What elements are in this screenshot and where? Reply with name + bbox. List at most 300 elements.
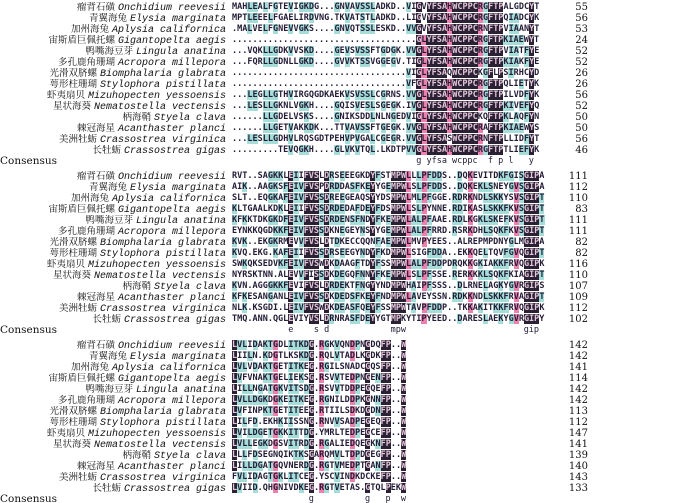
residue-run: R: [329, 314, 335, 324]
residue-run: AS: [472, 204, 483, 214]
residue-run: H: [447, 112, 453, 122]
residue-run: IV: [293, 193, 304, 203]
sequence: [232, 395, 548, 406]
residue-run: L: [406, 270, 412, 280]
residue-run: F: [523, 112, 530, 122]
end-position: 111: [568, 226, 588, 237]
residue-run: L: [370, 134, 376, 144]
species-name-latin: Gigantopelta aegis: [117, 205, 226, 215]
residue-run: LSKKF: [483, 204, 509, 214]
residue-run: Y: [529, 112, 535, 122]
residue-run: WCPPC: [452, 145, 478, 155]
residue-run: AG: [257, 472, 268, 482]
residue-run: G: [365, 417, 371, 427]
residue-run: E: [365, 314, 371, 324]
residue-run: YND: [375, 281, 391, 291]
residue-run: K: [278, 417, 284, 427]
residue-run: DS: [380, 204, 391, 214]
sequence: [232, 248, 548, 259]
residue-run: T: [539, 248, 545, 258]
species-name: [0, 314, 232, 325]
residue-run: S..: [441, 171, 458, 181]
residue-run: Y: [370, 171, 376, 181]
species-name-cn: 鸭嘴海豆芽: [85, 384, 136, 395]
residue-run: D: [267, 351, 273, 361]
residue-run: L: [462, 215, 468, 225]
alignment-row: [0, 171, 700, 182]
residue-run: T: [267, 472, 273, 482]
species-name-latin: Onchidium reevesii: [117, 172, 226, 182]
residue-run: VV: [406, 145, 417, 155]
residue-run: L: [247, 24, 253, 34]
residue-run: G: [390, 112, 396, 122]
residue-run: D: [324, 259, 330, 269]
residue-run: WCPPC: [452, 24, 478, 34]
residue-run: DK: [278, 46, 289, 56]
residue-run: SF: [349, 182, 361, 192]
residue-run: E: [303, 483, 309, 493]
residue-run: D: [324, 237, 330, 247]
residue-run: L: [370, 112, 376, 122]
sequence: [232, 406, 548, 417]
residue-run: G: [508, 281, 514, 291]
residue-run: DK: [370, 351, 381, 361]
residue-run: KI: [503, 101, 514, 111]
residue-run: WCPPC: [452, 35, 478, 45]
residue-run: F: [426, 281, 432, 291]
residue-run: V: [513, 303, 519, 313]
residue-run: S: [518, 193, 524, 203]
species-name-latin: Nematostella vectensis: [93, 271, 226, 281]
species-name: [0, 237, 232, 248]
residue-run: NIKSDD: [339, 112, 371, 122]
residue-run: L: [232, 406, 238, 416]
residue-run: SV: [278, 439, 289, 449]
residue-run: G: [308, 373, 314, 383]
residue-run: MPW: [390, 226, 407, 236]
residue-run: A: [349, 123, 355, 133]
residue-run: V: [334, 461, 340, 471]
residue-run: S: [349, 90, 355, 100]
residue-run: I: [298, 171, 304, 181]
residue-run: A: [257, 2, 263, 12]
species-name-cn: 瘤背石磺: [76, 340, 118, 351]
residue-run: L: [482, 281, 489, 291]
residue-run: K: [508, 226, 514, 236]
residue-run: F: [426, 215, 432, 225]
residue-run: G: [334, 57, 340, 67]
residue-run: FTP: [488, 90, 504, 100]
residue-run: GIP: [524, 226, 540, 236]
residue-run: G: [508, 314, 514, 324]
sequence: [232, 24, 548, 35]
residue-run: E: [303, 395, 309, 405]
residue-run: Y: [370, 281, 376, 291]
residue-run: FTP: [488, 101, 504, 111]
residue-run: Y: [529, 101, 535, 111]
residue-run: EF: [518, 101, 530, 111]
residue-run: ME: [339, 461, 350, 471]
residue-run: KKF: [493, 303, 509, 313]
residue-run: V: [354, 134, 361, 144]
residue-run: G: [308, 461, 314, 471]
residue-run: RD: [329, 182, 340, 192]
residue-run: W: [401, 450, 407, 460]
residue-run: S: [319, 193, 325, 203]
residue-run: F: [267, 24, 273, 34]
residue-run: Y: [370, 270, 376, 280]
residue-run: L: [232, 340, 238, 350]
residue-run: E: [518, 79, 524, 89]
residue-run: K: [467, 248, 473, 258]
residue-run: QKSEDV: [247, 259, 279, 269]
residue-run: G: [416, 13, 422, 23]
residue-run: G: [308, 395, 314, 405]
end-position: 141: [568, 439, 588, 450]
residue-run: KNLV: [278, 101, 299, 111]
residue-run: QK: [457, 259, 468, 269]
residue-run: YFSA: [426, 101, 448, 111]
residue-run: VLL: [237, 439, 253, 449]
residue-run: SF: [349, 292, 361, 302]
residue-run: ..: [390, 340, 402, 350]
residue-run: V: [344, 13, 350, 23]
residue-run: R: [477, 35, 483, 45]
residue-run: F: [523, 57, 530, 67]
residue-run: I: [237, 384, 243, 394]
residue-run: V: [513, 182, 519, 192]
residue-run: YFSA: [426, 35, 447, 45]
residue-run: Y: [529, 24, 535, 34]
residue-run: T: [360, 461, 366, 471]
residue-run: D: [365, 248, 371, 258]
residue-run: A: [257, 362, 263, 372]
end-position: 114: [568, 373, 588, 384]
residue-run: KKF: [493, 259, 509, 269]
species-name: [0, 123, 232, 134]
residue-run: N: [482, 24, 489, 34]
residue-run: D: [349, 373, 355, 383]
alignment-row: [0, 428, 700, 439]
residue-run: D: [324, 314, 330, 324]
species-name-cn: 棘冠海星: [76, 123, 118, 134]
alignment-row: [0, 226, 700, 237]
residue-run: EL: [278, 373, 289, 383]
residue-run: F: [523, 46, 530, 56]
residue-run: F: [523, 90, 530, 100]
residue-run: G...: [313, 2, 335, 12]
residue-run: V: [288, 2, 294, 12]
residue-run: R: [319, 439, 325, 449]
species-name-cn: 加州海兔: [70, 24, 112, 35]
residue-run: G: [272, 373, 279, 383]
residue-run: R: [508, 259, 514, 269]
residue-run: K.: [395, 123, 407, 133]
residue-run: FP: [380, 373, 391, 383]
residue-run: FTP: [488, 24, 504, 34]
species-name-cn: 虾夷扇贝: [46, 428, 88, 439]
residue-run: K: [329, 270, 335, 280]
residue-run: FDD: [426, 182, 443, 192]
residue-run: RDE: [329, 281, 345, 291]
residue-run: R: [477, 24, 483, 34]
residue-run: D: [324, 270, 330, 280]
residue-run: V: [283, 384, 289, 394]
species-name-latin: Crassostrea gigas: [123, 484, 226, 494]
residue-run: I: [462, 204, 468, 214]
residue-run: VL: [237, 362, 248, 372]
sequence: [232, 123, 548, 134]
residue-run: I: [242, 428, 248, 438]
residue-run: K: [503, 112, 509, 122]
residue-run: P..TK: [442, 303, 468, 313]
residue-run: .: [313, 483, 320, 493]
residue-run: L: [416, 182, 422, 192]
residue-run: K: [278, 395, 284, 405]
residue-run: T: [267, 461, 273, 471]
residue-run: ..: [390, 373, 402, 383]
residue-run: F: [283, 248, 289, 258]
residue-run: G: [334, 101, 340, 111]
residue-run: KLS: [477, 270, 494, 280]
residue-run: K: [242, 237, 248, 247]
residue-run: S: [518, 171, 524, 181]
consensus-label: Consensus: [0, 494, 58, 503]
residue-run: DE: [334, 303, 345, 313]
residue-run: G: [482, 101, 489, 111]
residue-run: LLG: [262, 123, 279, 133]
residue-run: RD: [452, 204, 463, 214]
residue-run: VS: [308, 314, 320, 324]
end-position: 55: [575, 2, 588, 13]
residue-run: C: [375, 134, 381, 144]
species-name-latin: Acanthaster planci: [117, 293, 226, 303]
residue-run: N: [252, 384, 258, 394]
residue-run: G: [257, 384, 263, 394]
sequence: [232, 182, 548, 193]
residue-run: Y: [529, 123, 535, 133]
residue-run: .: [313, 362, 320, 372]
residue-run: I: [288, 417, 294, 427]
residue-run: G: [273, 340, 279, 350]
residue-run: QS: [370, 362, 381, 372]
residue-run: F: [375, 237, 381, 247]
residue-run: NL: [232, 303, 243, 313]
residue-run: G: [273, 472, 279, 482]
residue-run: R: [477, 13, 483, 23]
alignment-row: [0, 182, 700, 193]
species-name: [0, 204, 232, 215]
species-name-latin: Acanthaster planci: [117, 462, 226, 472]
residue-run: K: [467, 171, 473, 181]
residue-run: WCPPC: [452, 79, 478, 89]
residue-run: E: [360, 417, 366, 427]
residue-run: FP: [380, 428, 391, 438]
residue-run: IV: [293, 182, 304, 192]
residue-run: K: [242, 303, 248, 313]
residue-run: LLID: [503, 134, 524, 144]
residue-run: G: [308, 351, 314, 361]
residue-run: E: [360, 384, 366, 394]
residue-run: AAE.: [431, 215, 453, 225]
residue-run: ..: [390, 439, 402, 449]
residue-run: D: [365, 215, 371, 225]
residue-run: YNNE.: [426, 204, 453, 214]
residue-run: QVNER: [278, 461, 304, 471]
alignment-row: [0, 439, 700, 450]
residue-run: L: [508, 112, 514, 122]
residue-run: MPW: [390, 171, 407, 181]
residue-run: W: [401, 373, 407, 383]
residue-run: .LKDTP: [375, 145, 407, 155]
residue-run: W: [401, 428, 407, 438]
residue-run: GIP: [523, 237, 540, 247]
residue-run: R: [462, 193, 468, 203]
end-position: 111: [568, 215, 588, 226]
residue-run: T: [539, 270, 545, 280]
species-name-cn: 柄海鞘: [122, 450, 154, 461]
sequence: [232, 351, 548, 362]
residue-run: H....: [308, 145, 335, 155]
residue-run: W: [401, 340, 407, 350]
residue-run: K: [498, 314, 504, 324]
residue-run: V: [334, 373, 340, 383]
species-name: [0, 281, 232, 292]
residue-run: G: [416, 79, 422, 89]
sequence: [232, 46, 548, 57]
residue-run: R: [477, 57, 483, 67]
residue-run: R.: [395, 134, 407, 144]
residue-run: V: [293, 237, 299, 247]
residue-run: G: [365, 362, 371, 372]
residue-run: L: [232, 395, 238, 405]
residue-run: FVS: [303, 171, 320, 181]
residue-run: FVS: [303, 237, 320, 247]
residue-run: Q: [518, 303, 524, 313]
residue-run: V: [344, 123, 350, 133]
end-position: 53: [575, 24, 588, 35]
residue-run: F: [375, 292, 381, 302]
species-name-latin: Biomphalaria glabrata: [99, 238, 226, 248]
sequence: [232, 281, 548, 292]
end-position: 56: [575, 13, 588, 24]
residue-run: E: [365, 182, 371, 192]
residue-run: S: [278, 182, 284, 192]
residue-run: V: [288, 145, 294, 155]
residue-run: K: [283, 428, 289, 438]
species-name: [0, 248, 232, 259]
residue-run: GK: [298, 101, 309, 111]
residue-run: ST: [380, 171, 391, 181]
residue-run: E: [385, 215, 391, 225]
residue-run: LLG: [262, 46, 279, 56]
residue-run: PD: [442, 259, 453, 269]
residue-run: MP: [390, 314, 401, 324]
residue-run: L: [421, 145, 427, 155]
residue-run: W: [401, 384, 407, 394]
species-name-latin: Styela clava: [153, 282, 226, 292]
residue-run: YFSA: [426, 90, 448, 100]
residue-run: GIP: [523, 314, 540, 324]
residue-run: GIP: [523, 248, 540, 258]
species-name: [0, 46, 232, 57]
residue-run: EE: [257, 13, 268, 23]
residue-run: LE: [247, 101, 258, 111]
residue-run: G: [324, 395, 330, 405]
residue-run: W: [401, 362, 407, 372]
residue-run: IA: [508, 24, 519, 34]
end-position: 141: [568, 362, 588, 373]
residue-run: IA: [483, 259, 494, 269]
residue-run: K: [508, 204, 514, 214]
residue-run: V: [513, 292, 519, 302]
residue-run: DA: [344, 204, 355, 214]
residue-run: K: [477, 68, 483, 78]
species-name-cn: 长牡蛎: [92, 145, 124, 156]
residue-run: SF: [349, 303, 361, 313]
residue-run: .........TE: [232, 145, 289, 155]
residue-run: E: [498, 215, 504, 225]
residue-run: IT: [288, 428, 299, 438]
residue-run: W: [401, 351, 407, 361]
residue-run: YFSA: [426, 79, 447, 89]
residue-run: V: [406, 79, 412, 89]
species-name-cn: 鸭嘴海豆芽: [85, 215, 136, 226]
species-name-cn: 美洲牡蛎: [58, 134, 100, 145]
residue-run: A: [539, 237, 545, 247]
residue-run: V: [237, 428, 243, 438]
species-name: [0, 68, 232, 79]
sequence: [232, 134, 548, 145]
residue-run: D: [252, 340, 258, 350]
residue-run: MPW: [390, 248, 407, 258]
residue-run: F: [354, 259, 361, 269]
residue-run: A: [262, 384, 268, 394]
residue-run: FVS: [303, 226, 320, 236]
residue-run: ITKD: [288, 340, 309, 350]
residue-run: S: [319, 215, 325, 225]
residue-run: IN: [339, 472, 350, 482]
residue-run: DE: [334, 292, 345, 302]
residue-run: E: [283, 395, 289, 405]
end-position: 56: [575, 90, 588, 101]
species-name: [0, 406, 232, 417]
residue-run: ADKD..: [375, 2, 407, 12]
residue-run: D: [349, 351, 355, 361]
residue-run: E: [385, 134, 391, 144]
residue-run: L: [247, 351, 253, 361]
residue-run: D: [457, 314, 463, 324]
residue-run: RNS.: [385, 90, 407, 100]
residue-run: P: [354, 417, 361, 427]
residue-run: G: [416, 57, 422, 67]
end-position: 133: [568, 483, 588, 494]
species-name-cn: 美洲牡蛎: [58, 472, 100, 483]
residue-run: E: [334, 193, 340, 203]
residue-run: R: [477, 145, 483, 155]
residue-run: S: [539, 281, 545, 291]
residue-run: D: [303, 439, 309, 449]
residue-run: K: [360, 395, 366, 405]
residue-run: D: [349, 384, 355, 394]
alignment-row: [0, 362, 700, 373]
residue-run: N: [375, 439, 381, 449]
species-name-latin: Acanthaster planci: [117, 124, 226, 134]
residue-run: G: [334, 24, 340, 34]
residue-run: S: [349, 46, 355, 56]
residue-run: R: [477, 134, 483, 144]
residue-run: FTP: [488, 112, 504, 122]
